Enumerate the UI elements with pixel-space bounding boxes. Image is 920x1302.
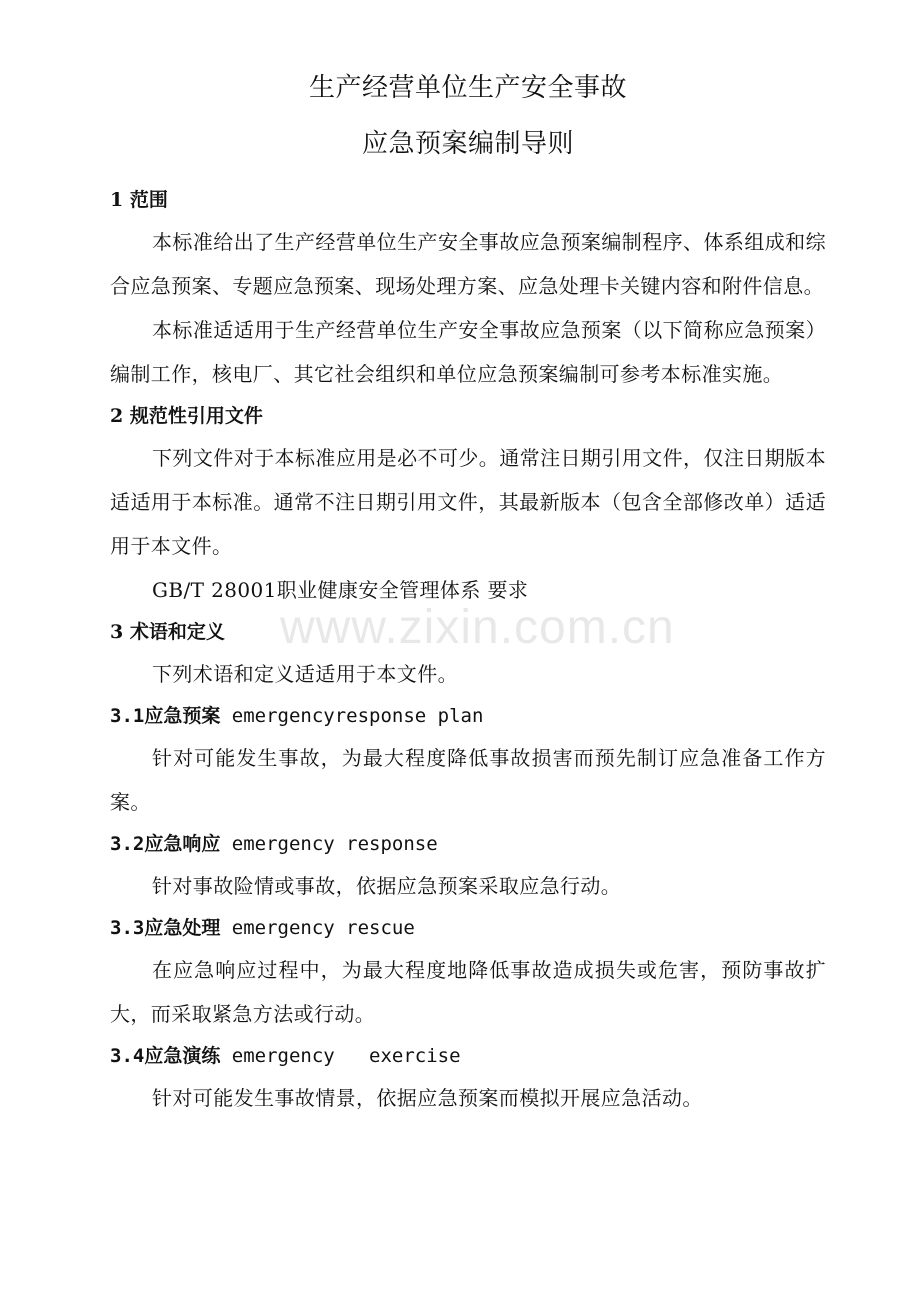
section-2-paragraph-1: 下列文件对于本标准应用是必不可少。通常注日期引用文件，仅注日期版本适适用于本标准。通常不注日期引用文件，其最新版本（包含全部修改单）适适用于本文件。 — [110, 446, 826, 558]
section-3-3-heading — [110, 908, 826, 948]
section-3-2-term-zh: 应急响应 — [144, 833, 221, 855]
section-3-2-heading — [110, 824, 826, 864]
section-3-heading: 3 术语和定义 — [110, 621, 225, 643]
section-2-heading: 2 规范性引用文件 — [110, 405, 263, 427]
section-2-standard-reference: GB/T 28001职业健康安全管理体系 要求 — [152, 578, 529, 602]
section-3-3-number: 3.3 — [110, 917, 145, 939]
section-3-2-number: 3.2 — [110, 833, 145, 855]
section-3-2-definition: 针对事故险情或事故，依据应急预案采取应急行动。 — [152, 874, 622, 898]
section-3-1-number: 3.1 — [110, 705, 145, 727]
document-title-line1: 生产经营单位生产安全事故 — [308, 73, 627, 103]
section-3-3-term-en: emergency rescue — [220, 917, 415, 939]
site-watermark: www.zixin.com.cn — [280, 601, 675, 654]
section-3-1-term-zh: 应急预案 — [144, 705, 221, 727]
document-title-line2: 应急预案编制导则 — [361, 129, 574, 159]
document-page — [110, 62, 826, 1120]
section-3-1-heading — [110, 696, 826, 736]
section-3-paragraph-1: 下列术语和定义适适用于本文件。 — [152, 662, 458, 686]
section-3-4-definition: 针对可能发生事故情景，依据应急预案而模拟开展应急活动。 — [152, 1086, 703, 1110]
section-3-3-definition: 在应急响应过程中，为最大程度地降低事故造成损失或危害，预防事故扩大，而采取紧急方法或行动。 — [110, 958, 826, 1026]
section-3-3-term-zh: 应急处理 — [144, 917, 221, 939]
section-3-4-term-zh: 应急演练 — [144, 1045, 221, 1067]
section-3-4-heading — [110, 1036, 826, 1076]
section-1-heading: 1 范围 — [110, 189, 168, 211]
section-1-paragraph-1: 本标准给出了生产经营单位生产安全事故应急预案编制程序、体系组成和综合应急预案、专题应急预案、现场处理方案、应急处理卡关键内容和附件信息。 — [110, 230, 826, 298]
section-3-4-term-en: emergency exercise — [220, 1045, 461, 1067]
section-3-4-number: 3.4 — [110, 1045, 145, 1067]
section-3-2-term-en: emergency response — [220, 833, 438, 855]
section-3-1-definition: 针对可能发生事故，为最大程度降低事故损害而预先制订应急准备工作方案。 — [110, 746, 826, 814]
section-3-1-term-en: emergencyresponse plan — [220, 705, 484, 727]
section-1-paragraph-2: 本标准适适用于生产经营单位生产安全事故应急预案（以下简称应急预案）编制工作，核电厂、其它社会组织和单位应急预案编制可参考本标准实施。 — [110, 318, 826, 386]
